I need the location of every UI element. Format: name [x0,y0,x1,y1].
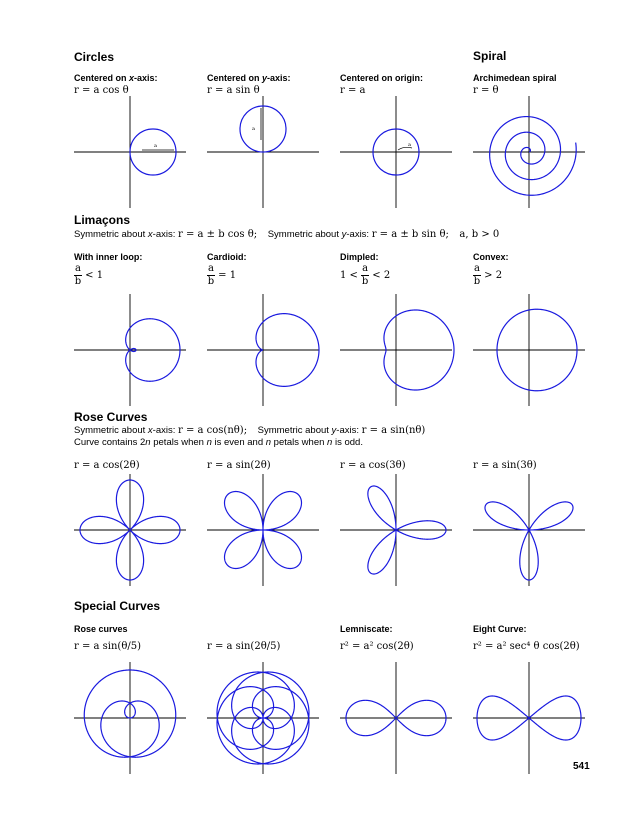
archimedean-spiral-plot [473,96,585,208]
limacon-dimpled-condition: 1 < $\frac{a}{b}$ < 2 [340,263,391,287]
circle-x-equation: r = a cos θ [74,85,129,96]
circle-y-plot [207,96,319,208]
lemniscate-label: Lemniscate: [340,624,393,634]
limacon-inner-loop-label: With inner loop: [74,252,143,262]
special-rose-label: Rose curves [74,624,128,634]
rose-sin2-plot [207,474,319,586]
spiral-label: Archimedean spiral [473,73,557,83]
special-rose-fifth-equation: r = a sin(θ/5) [74,641,141,652]
eight-curve-plot [473,662,585,774]
rose-sin2-equation: r = a sin(2θ) [207,460,271,471]
spiral-heading: Spiral [473,49,507,63]
plot-axes [340,96,452,208]
limacons-heading: Limaçons [74,213,131,227]
circle-origin-label: Centered on origin: [340,73,423,83]
special-curves-heading: Special Curves [74,599,161,613]
page-number: 541 [573,761,590,772]
rose-cos2-equation: r = a cos(2θ) [74,460,140,471]
rose-two-fifths-plot [207,662,319,774]
limacon-symmetry-line: Symmetric about x-axis: r = a ± b cos θ; Symmetric about y-axis: r = a ± b sin θ; a, b > 0 [74,229,500,240]
rose-curves-heading: Rose Curves [74,410,148,424]
limacon-convex-condition: $\frac{a}{b}$ > 2 [473,263,503,287]
limacon-cardioid-plot [207,294,319,406]
circle-y-label: Centered on y-axis: [207,73,291,83]
circle-origin-plot [340,96,452,208]
eight-curve-label: Eight Curve: [473,624,527,634]
rose-fifth-plot [74,662,186,774]
circles-heading: Circles [74,50,115,64]
rose-sin3-plot [473,474,585,586]
limacon-cardioid-label: Cardioid: [207,252,247,262]
limacon-dimpled-label: Dimpled: [340,252,379,262]
special-rose-two-fifths-equation: r = a sin(2θ/5) [207,641,281,652]
limacon-inner-loop-condition: $\frac{a}{b}$ < 1 [74,263,104,287]
rose-symmetry-line: Symmetric about x-axis: r = a cos(nθ); Symmetric about y-axis: r = a sin(nθ) [74,425,426,436]
spiral-curve [490,117,577,196]
rose-cos3-equation: r = a cos(3θ) [340,460,406,471]
spiral-equation: r = θ [473,85,499,96]
plot-axes [473,294,585,406]
circle-y-equation: r = a sin θ [207,85,260,96]
circle-x-label: Centered on x-axis: [74,73,158,83]
radius-mark: a [252,126,255,132]
plot-axes [340,294,452,406]
circle-x-plot [74,96,186,208]
limacon-convex-plot [473,294,585,406]
rose-cos2-plot [74,474,186,586]
limacon-cardioid-condition: $\frac{a}{b}$ = 1 [207,263,237,287]
lemniscate-plot [340,662,452,774]
lemniscate-equation: r² = a² cos(2θ) [340,641,414,652]
circle-origin-equation: r = a [340,85,366,96]
limacon-dimpled-plot [340,294,452,406]
rose-cos3-plot [340,474,452,586]
limacon-convex-label: Convex: [473,252,509,262]
rose-petal-rule: Curve contains 2n petals when n is even and n petals when n is odd. [74,437,363,448]
radius-mark: a [408,142,411,148]
radius-mark: a [154,143,157,149]
rose-sin3-equation: r = a sin(3θ) [473,460,537,471]
limacon-inner-loop-plot [74,294,186,406]
eight-curve-equation: r² = a² sec⁴ θ cos(2θ) [473,641,580,652]
